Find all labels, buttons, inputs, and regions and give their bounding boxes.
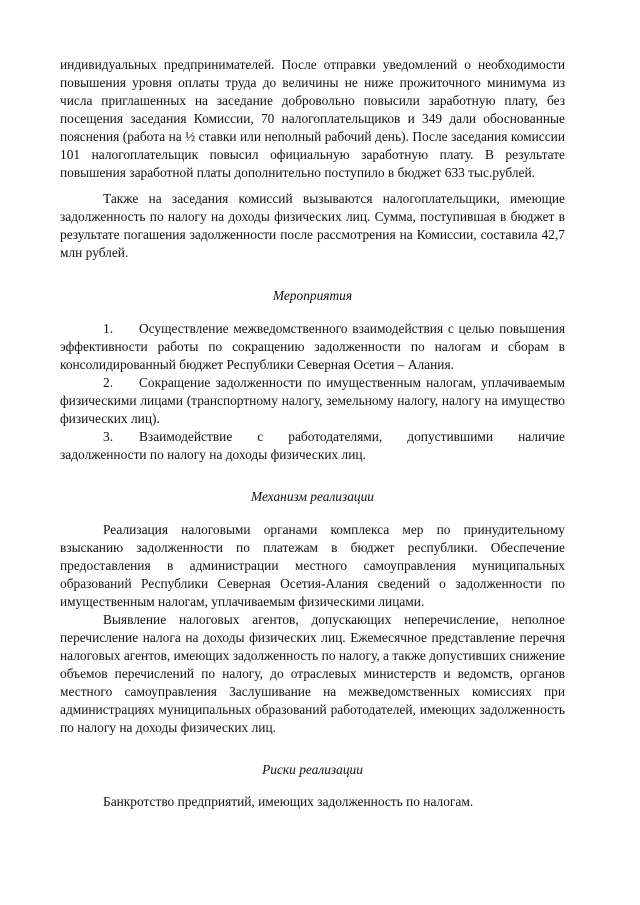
list-item-text: Сокращение задолженности по имущественным налогам, уплачиваемым физическими лицами (транспортному налогу, земельному налогу, налогу на имущество физических лиц).	[60, 375, 565, 426]
paragraph-ndfl-debt: Также на заседания комиссий вызываются налогоплательщики, имеющие задолженность по налогу на доходы физических лиц. Сумма, поступившая в бюджет в результате погашения задолженности после рассмотрения на Комиссии, составила 42,7 млн рублей.	[60, 191, 565, 260]
heading-mechanism: Механизм реализации	[250, 489, 374, 504]
list-item-number: 2.	[103, 375, 114, 390]
paragraph-bankruptcy: Банкротство предприятий, имеющих задолженность по налогам.	[103, 794, 474, 809]
list-item-number: 1.	[103, 321, 114, 336]
paragraph-wage-results: индивидуальных предпринимателей. После отправки уведомлений о необходимости повышения уровня оплаты труда до величины не ниже прожиточного минимума из числа приглашенных на заседание добровольно повысили заработную плату, без посещения заседания Комиссии, 70 налогоплательщиков и 349 дали обоснованные пояснения (работа на ½ ставки или неполный рабочий день). После заседания комиссии 101 налогоплательщик повысил официальную заработную плату. В результате повышения заработной платы дополнительно поступило в бюджет 633 тыс.рублей.	[60, 57, 565, 180]
paragraph-tax-agents: Выявление налоговых агентов, допускающих неперечисление, неполное перечисление налога на доходы физических лиц. Ежемесячное представление перечня налоговых агентов, имеющих задолженность по налогу, а также допустивших снижение объемов перечислений по налогу, до отраслевых министерств и ведомств, органов местного самоуправления Заслушивание на межведомственных комиссиях при администрациях муниципальных образований работодателей, имеющих задолженность по налогу на доходы физических лиц.	[60, 612, 565, 735]
list-item	[60, 320, 565, 374]
list-item-text: Взаимодействие с работодателями, допустившими наличие задолженности по налогу на доходы физических лиц.	[60, 429, 565, 462]
list-item-text: Осуществление межведомственного взаимодействия с целью повышения эффективности работы по сокращению задолженности по налогам и сборам в консолидированный бюджет Республики Северная Осетия – Алания.	[60, 321, 565, 372]
list-item-number: 3.	[103, 429, 114, 444]
paragraph-enforcement: Реализация налоговыми органами комплекса мер по принудительному взысканию задолженности по платежам в бюджет республики. Обеспечение предоставления в администрации местного самоуправления муниципальных образований Республики Северная Осетия-Алания сведений о задолженности по имущественным налогам, уплачиваемым физическими лицами.	[60, 522, 565, 609]
heading-measures: Мероприятия	[272, 288, 353, 303]
heading-risks: Риски реализации	[262, 762, 363, 777]
list-item	[60, 374, 565, 428]
list-item	[60, 428, 565, 464]
document-page	[60, 56, 565, 811]
